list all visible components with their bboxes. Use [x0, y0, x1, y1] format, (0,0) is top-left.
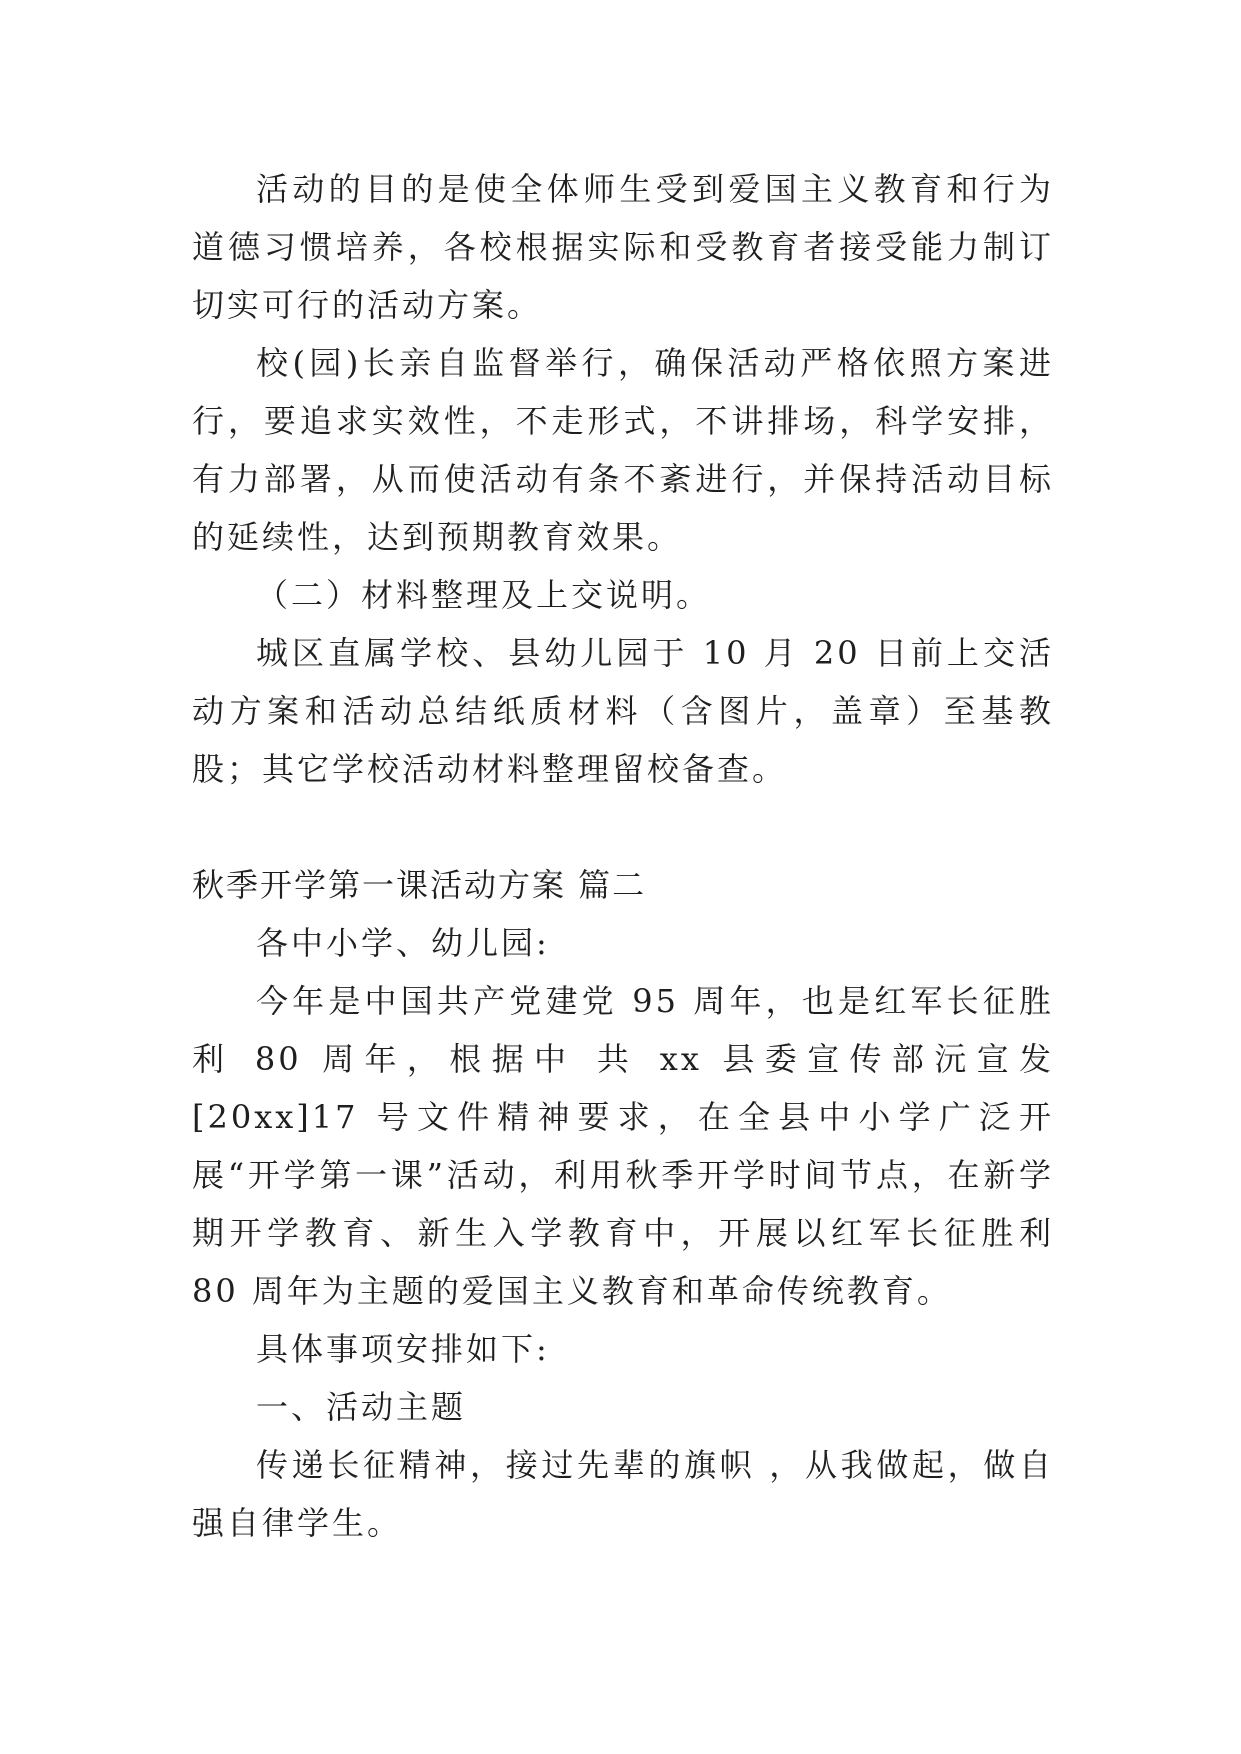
document-body [192, 160, 1054, 1552]
paragraph-activity-purpose: 活动的目的是使全体师生受到爱国主义教育和行为道德习惯培养，各校根据实际和受教育者接受能力制订切实可行的活动方案。 [192, 170, 1054, 324]
paragraph-arrangement-intro: 具体事项安排如下: [256, 1330, 550, 1368]
paragraph-submission-instructions: 城区直属学校、县幼儿园于 10 月 20 日前上交活动方案和活动总结纸质材料（含图片，盖章）至基教股；其它学校活动材料整理留校备查。 [192, 634, 1054, 788]
section-spacer [192, 798, 1054, 856]
paragraph-background: 今年是中国共产党建党 95 周年，也是红军长征胜利 80 周年，根据中 共 xx 县委宣传部沅宣发[20xx]17 号文件精神要求，在全县中小学广泛开展“开学第一课”活动，利用秋季开学时间节点，在新学期开学教育、新生入学教育中，开展以红军长征胜利 80 周年为主题的爱国主义教育和革命传统教育。 [192, 982, 1054, 1310]
paragraph-theme-content: 传递长征精神，接过先辈的旗帜 ，从我做起，做自强自律学生。 [192, 1446, 1054, 1542]
section-title: 秋季开学第一课活动方案 篇二 [192, 866, 647, 904]
paragraph-salutation: 各中小学、幼儿园: [256, 924, 550, 962]
paragraph-material-heading: （二）材料整理及上交说明。 [256, 576, 712, 614]
paragraph-principal-supervision: 校(园)长亲自监督举行，确保活动严格依照方案进行，要追求实效性，不走形式，不讲排场，科学安排，有力部署，从而使活动有条不紊进行，并保持活动目标的延续性，达到预期教育效果。 [192, 344, 1054, 556]
paragraph-theme-heading: 一、活动主题 [256, 1388, 467, 1426]
